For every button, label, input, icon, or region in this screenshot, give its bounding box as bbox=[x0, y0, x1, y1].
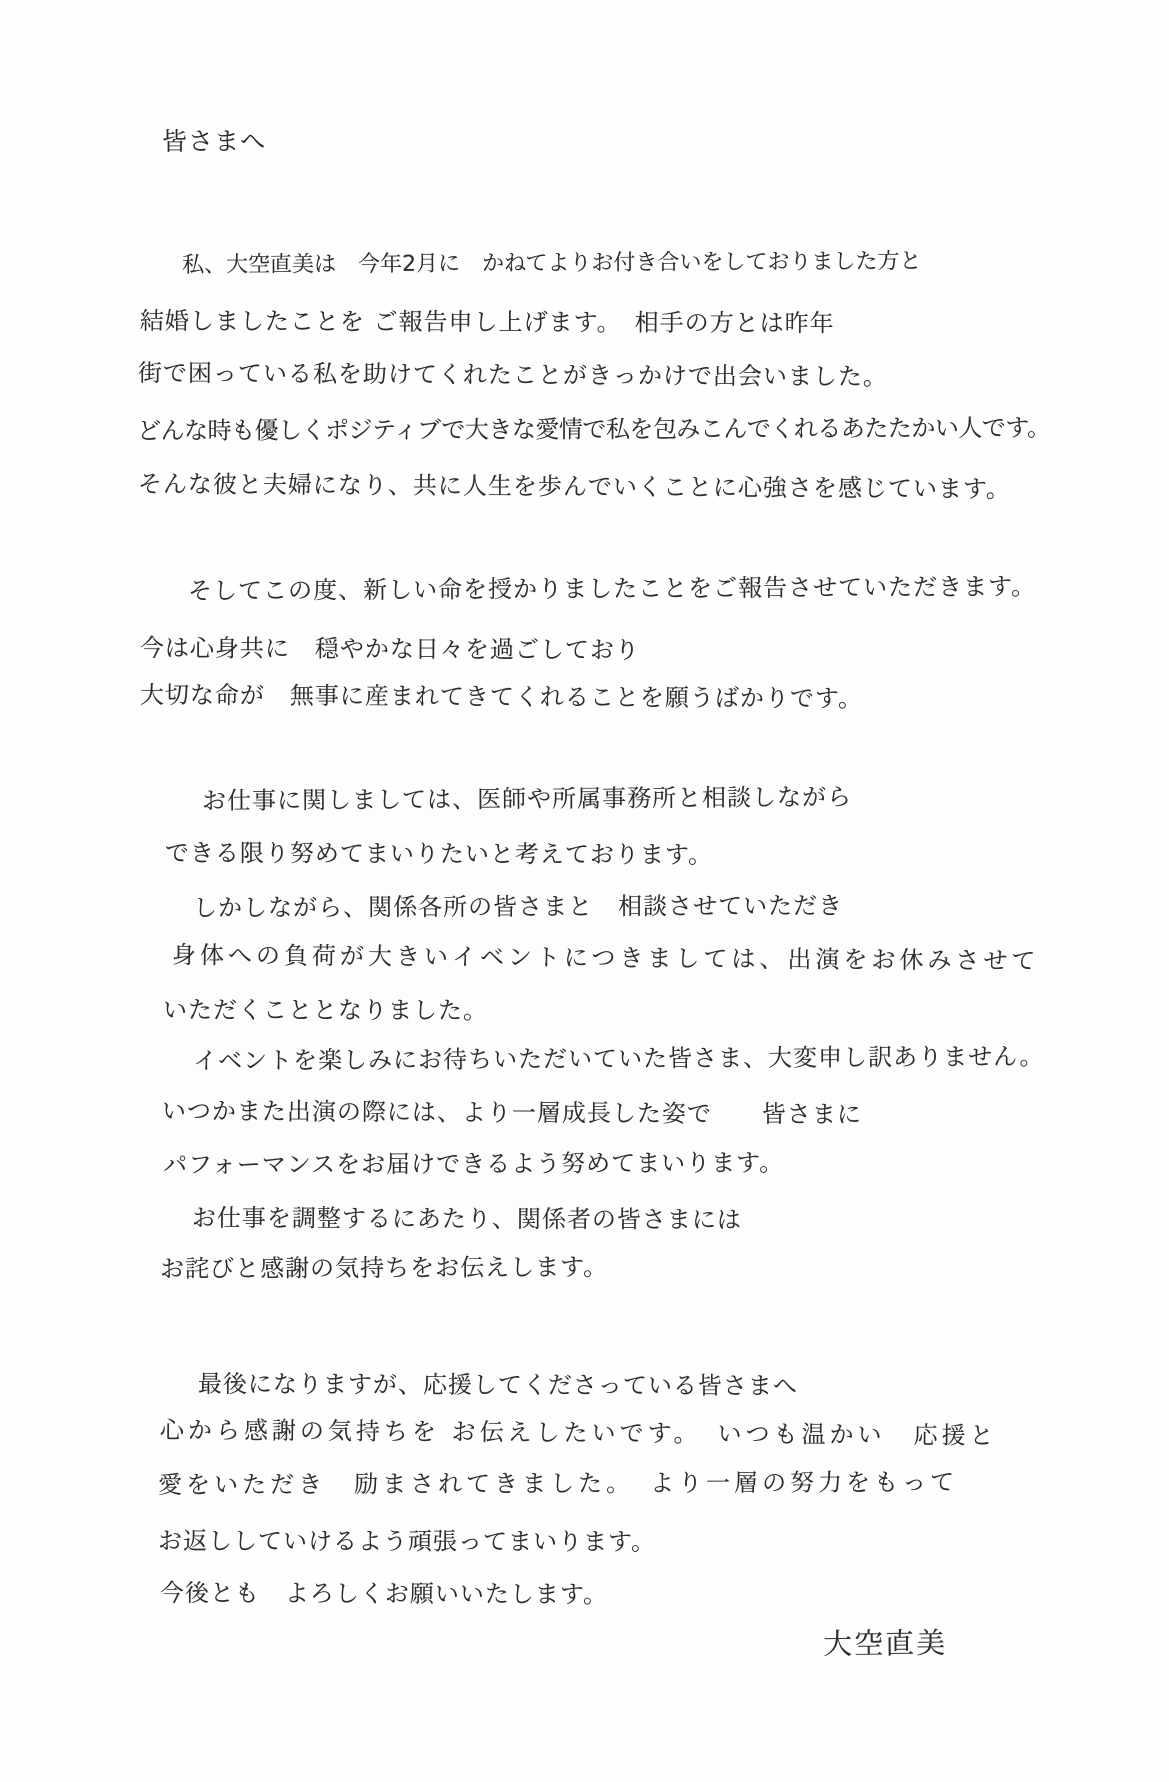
letter-line: しかしながら、関係各所の皆さまと 相談させていただき bbox=[193, 891, 844, 922]
letter-line: 街で困っている私を助けてくれたことがきっかけで出会いました。 bbox=[137, 359, 888, 391]
letter-line: 大切な命が 無事に産まれてきてくれることを願うばかりです。 bbox=[139, 681, 864, 713]
letter-line: 今は心身共に 穏やかな日々を過ごしており bbox=[139, 634, 640, 665]
letter-line: いただくこととなりました。 bbox=[162, 996, 488, 1025]
letter-line: できる限り努めてまいりたいと考えております。 bbox=[164, 839, 714, 869]
letter-line: 結婚しましたことを ご報告申し上げます。 相手の方とは昨年 bbox=[139, 307, 835, 338]
letter-line: いつかまた出演の際には、より一層成長した姿で 皆さまに bbox=[161, 1097, 862, 1129]
letter-line: 私、大空直美は 今年2月に かねてよりお付き合いをしておりました方と bbox=[182, 249, 922, 278]
letter-greeting: 皆さまへ bbox=[162, 126, 267, 156]
letter-line: お仕事を調整するにあたり、関係者の皆さまには bbox=[191, 1204, 742, 1234]
letter-line: 最後になりますが、応援してくださっている皆さまへ bbox=[197, 1370, 798, 1401]
letter-line: 愛をいただき 励まされてきました。 より一層の努力をもって bbox=[158, 1468, 959, 1499]
signature: 大空直美 bbox=[823, 1625, 948, 1661]
letter-line: 今後とも よろしくお願いいたします。 bbox=[159, 1579, 609, 1609]
letter-line: 心から感謝の気持ちを お伝えしたいです。 いつも温かい 応援と bbox=[159, 1416, 998, 1450]
letter-line: そんな彼と夫婦になり、共に人生を歩んでいくことに心強さを感じています。 bbox=[137, 469, 1012, 504]
letter-line: お詫びと感謝の気持ちをお伝えします。 bbox=[160, 1253, 609, 1283]
letter-line: お仕事に関しましては、医師や所属事務所と相談しながら bbox=[202, 783, 853, 815]
letter-line: パフォーマンスをお届けできるよう努めてまいります。 bbox=[163, 1148, 785, 1179]
letter-line: イベントを楽しみにお待ちいただいていた皆さま、大変申し訳ありません。 bbox=[193, 1042, 1045, 1075]
letter-line: 身体への負荷が大きいイベントにつきましては、出演をお休みさせて bbox=[171, 941, 1040, 976]
letter-line: どんな時も優しくポジティブで大きな愛情で私を包みこんでくれるあたたかい人です。 bbox=[137, 413, 1051, 445]
letter-line: お返ししていけるよう頑張ってまいります。 bbox=[157, 1527, 657, 1556]
letter-line: そしてこの度、新しい命を授かりましたことをご報告させていただきます。 bbox=[188, 572, 1037, 605]
